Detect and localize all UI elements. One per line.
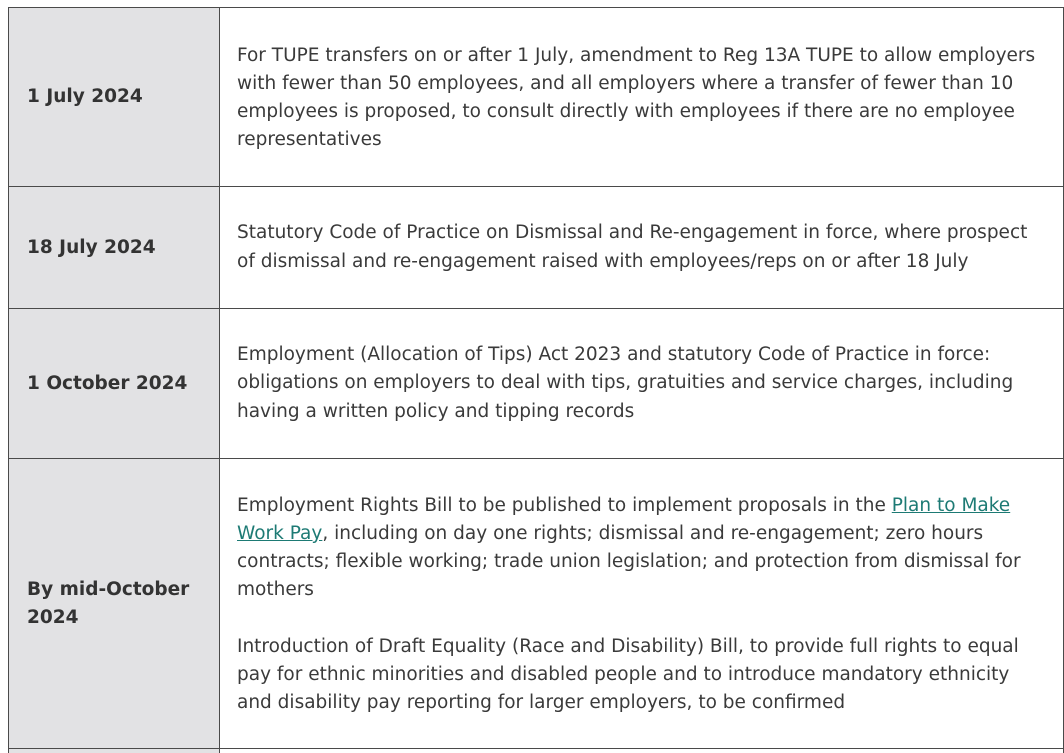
date-cell: 1 October 2024 xyxy=(9,309,220,459)
description-cell xyxy=(220,309,1064,459)
table-row-partial xyxy=(9,749,1064,753)
table-row xyxy=(9,309,1064,459)
date-cell: 1 July 2024 xyxy=(9,8,220,187)
description-text-after-link: , including on day one rights; dismissal and re-engagement; zero hours contracts; flexible working; trade union legislation; and protection from dismissal for mothers xyxy=(237,522,1021,601)
timeline-table xyxy=(8,7,1064,753)
description-cell-empty xyxy=(220,749,1064,753)
description-text: Employment (Allocation of Tips) Act 2023 and statutory Code of Practice in force: obligations on employers to deal with tips, gratuities and service charges, including having a written policy and tipping records xyxy=(237,344,1014,422)
description-text: For TUPE transfers on or after 1 July, amendment to Reg 13A TUPE to allow employers with fewer than 50 employees, and all employers where a transfer of fewer than 10 employees is proposed, to consult directly with employees if there are no employee representatives xyxy=(237,44,1036,151)
description-paragraph-2: Introduction of Draft Equality (Race and Disability) Bill, to provide full rights to equal pay for ethnic minorities and disabled people and to introduce mandatory ethnicity and disability pay reporting for larger employers, to be confirmed xyxy=(237,635,1019,713)
description-text-before-link: Employment Rights Bill to be published to implement proposals in the xyxy=(237,494,892,516)
table-row xyxy=(9,8,1064,187)
plan-to-make-work-pay-link[interactable]: Plan to Make Work Pay xyxy=(237,494,1011,544)
description-text: Statutory Code of Practice on Dismissal and Re-engagement in force, where prospect of dismissal and re-engagement raised with employees/reps on or after 18 July xyxy=(237,222,1028,272)
table-row xyxy=(9,187,1064,309)
date-cell: By mid-October 2024 xyxy=(9,459,220,749)
date-cell: 18 July 2024 xyxy=(9,187,220,309)
description-paragraph xyxy=(237,492,1049,605)
description-cell xyxy=(220,459,1064,749)
description-cell xyxy=(220,187,1064,309)
date-cell-empty xyxy=(9,749,220,753)
description-cell xyxy=(220,8,1064,187)
table-row xyxy=(9,459,1064,749)
